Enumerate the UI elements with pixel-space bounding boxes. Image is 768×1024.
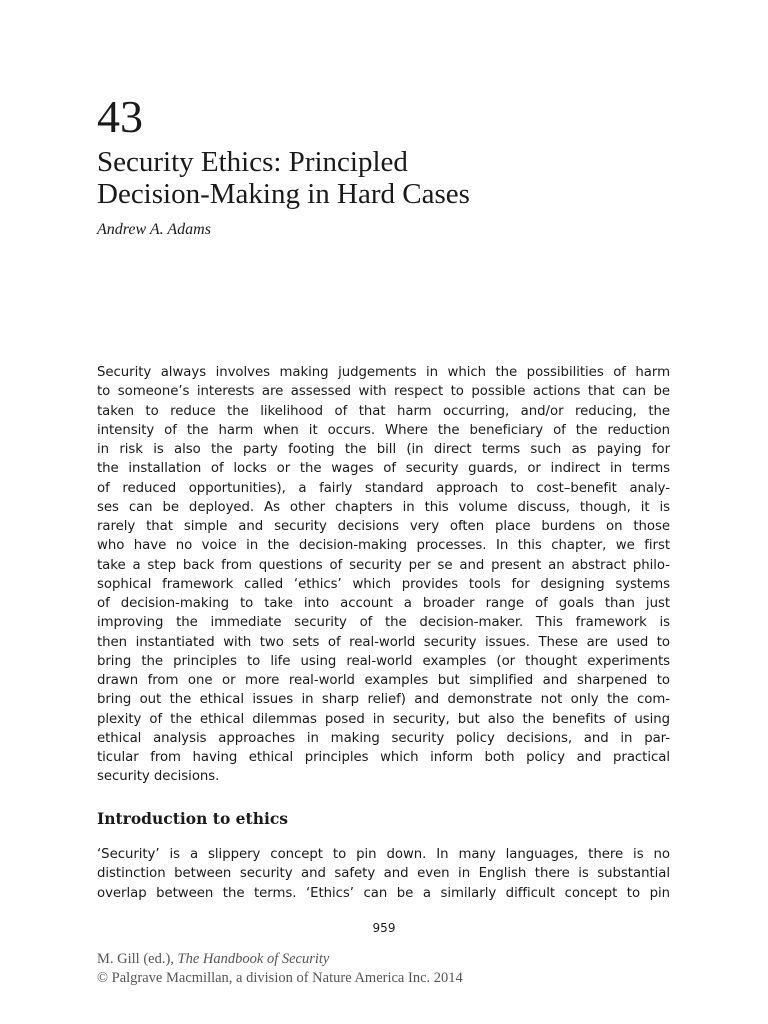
- text-line: who have no voice in the decision-making processes. In this chapter, we first: [97, 538, 670, 554]
- text-line: bring out the ethical issues in sharp relief) and demonstrate not only the com-: [97, 692, 670, 708]
- page-number: 959: [372, 921, 396, 935]
- text-line: ticular from having ethical principles which inform both policy and practical: [97, 750, 670, 765]
- text-line: intensity of the harm when it occurs. Where the beneficiary of the reduction: [97, 422, 670, 438]
- text-line: sophical framework called ‘ethics’ which provides tools for designing systems: [97, 576, 670, 592]
- citation-editor: M. Gill (ed.),: [97, 951, 178, 967]
- author-name: Andrew A. Adams: [97, 221, 211, 238]
- text-line: take a step back from questions of security per se and present an abstract philo-: [97, 557, 670, 573]
- text-line: bring the principles to life using real-world examples (or thought experiments: [97, 653, 670, 669]
- abstract-paragraph: [97, 363, 670, 787]
- text-line: improving the immediate security of the decision-maker. This framework is: [97, 615, 670, 631]
- text-line: drawn from one or more real-world examples but simplified and sharpened to: [97, 673, 670, 688]
- chapter-title-line: Security Ethics: Principled: [97, 146, 408, 178]
- text-line: then instantiated with two sets of real-world security issues. These are used to: [97, 634, 670, 650]
- chapter-number: 43: [97, 91, 143, 142]
- text-line: ethical analysis approaches in making security policy decisions, and in par-: [97, 730, 670, 746]
- text-line: of reduced opportunities), a fairly standard approach to cost–benefit analy-: [97, 480, 670, 496]
- citation-line: [97, 950, 463, 969]
- section-heading: Introduction to ethics: [97, 809, 289, 828]
- text-line: security decisions.: [97, 769, 220, 785]
- text-line: taken to reduce the likelihood of that harm occurring, and/or reducing, the: [97, 403, 670, 419]
- book-title: The Handbook of Security: [177, 951, 330, 967]
- text-line: ‘Security’ is a slippery concept to pin down. In many languages, there is no: [97, 847, 670, 862]
- text-line: rarely that simple and security decisions very often place burdens on those: [97, 519, 670, 534]
- text-line: in risk is also the party footing the bill (in direct terms such as paying for: [97, 442, 670, 457]
- text-line: plexity of the ethical dilemmas posed in security, but also the benefits of using: [97, 711, 670, 727]
- text-line: to someone’s interests are assessed with respect to possible actions that can be: [97, 384, 670, 400]
- chapter-title-line: Decision-Making in Hard Cases: [97, 178, 470, 210]
- citation-footer: [97, 950, 463, 988]
- text-line: ses can be deployed. As other chapters in this volume discuss, though, it is: [97, 499, 670, 515]
- intro-paragraph: [97, 845, 670, 903]
- text-line: distinction between security and safety and even in English there is substantial: [97, 866, 670, 882]
- text-line: the installation of locks or the wages of security guards, or indirect in terms: [97, 461, 670, 477]
- chapter-title: [97, 146, 697, 210]
- text-line: of decision-making to take into account a broader range of goals than just: [97, 596, 670, 611]
- copyright-line: © Palgrave Macmillan, a division of Nature America Inc. 2014: [97, 970, 463, 986]
- text-line: overlap between the terms. ‘Ethics’ can be a similarly difficult concept to pin: [97, 885, 670, 901]
- text-line: Security always involves making judgements in which the possibilities of harm: [97, 365, 670, 380]
